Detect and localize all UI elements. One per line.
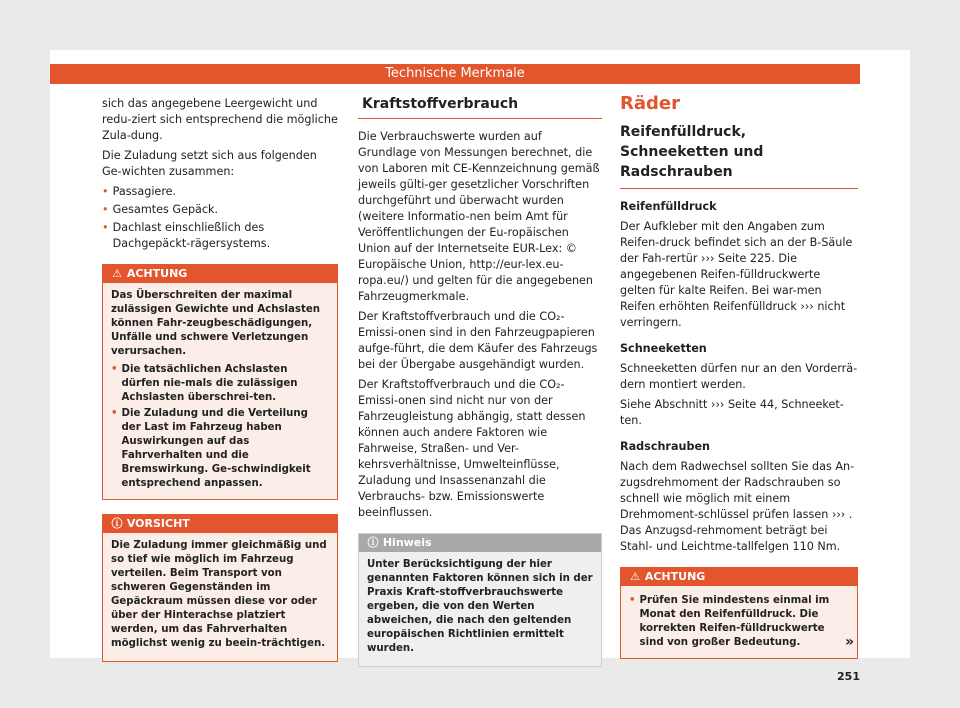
note-text: Unter Berücksichtigung der hier genannten Faktoren können sich in der Praxis Kraft-stoffverbrauchswerte ergeben, die von den Werten abweichen, die nach den geltenden europäischen Richtlinien ermittelt wurden. — [367, 559, 593, 654]
note-box — [358, 533, 602, 667]
section-header: Technische Merkmale — [50, 64, 860, 84]
note-header: ⓘ Hinweis — [359, 534, 601, 552]
warning-item: • Die Zuladung und die Verteilung der Last im Fahrzeug haben Auswirkungen auf das Fahrverhalten und die Bremswirkung. Ge-schwindigkeit entsprechend anpassen. — [111, 408, 311, 489]
column-left — [102, 96, 338, 662]
caution-circle-icon: ⓘ — [111, 517, 123, 530]
paragraph: Nach dem Radwechsel sollten Sie das An-zugsdrehmoment der Radschrauben so schnell wie möglich mit einem Drehmoment-schlüssel prüfen lassen ››› . Das Anzugsd-rehmoment beträgt bei Stahl- und Leichtme-tallfelgen 110 Nm. — [620, 460, 855, 553]
list-item: • Gesamtes Gepäck. — [102, 203, 219, 216]
continued-marker: » — [845, 634, 855, 650]
warning-box — [620, 567, 858, 659]
paragraph: Der Aufkleber mit den Angaben zum Reifen-druck befindet sich an der B-Säule der Fah-rertür ››› Seite 225. Die angegebenen Reifen-fülldruckwerte gelten für kalte Reifen. Bei war-men Reifen erhöhten Reifenfülldruck ››› nicht verringern. — [620, 220, 853, 329]
warning-header: ⚠ ACHTUNG — [103, 265, 337, 283]
warning-item: • Prüfen Sie mindestens einmal im Monat den Reifenfülldruck. Die korrekten Reifen-fülldruckwerte sind von großer Bedeutung. — [629, 595, 830, 648]
warning-triangle-icon: ⚠ — [112, 267, 122, 280]
paragraph: Der Kraftstoffverbrauch und die CO₂-Emissi-onen sind in den Fahrzeugpapieren aufge-führt, die dem Käufer des Fahrzeugs bei der Übergabe ausgehändigt wurden. — [358, 310, 598, 371]
manual-page — [50, 50, 910, 683]
caution-box — [102, 514, 338, 662]
warning-box — [102, 264, 338, 500]
cross-reference[interactable]: Siehe Abschnitt ››› Seite 44, Schneeket-ten. — [620, 398, 844, 427]
caution-text: Die Zuladung immer gleichmäßig und so tief wie möglich im Fahrzeug verteilen. Beim Transport von schweren Gegenständen im Gepäckraum müssen diese vor oder über der Hinterachse platziert werden, um das Fahrverhalten möglichst wenig zu beein-trächtigen. — [111, 540, 327, 649]
intro-text: sich das angegebene Leergewicht und redu-ziert sich entsprechend die mögliche Zula-dung. — [102, 97, 338, 142]
paragraph: Der Kraftstoffverbrauch und die CO₂-Emissi-onen sind nicht nur von der Fahrzeugleistung abhängig, statt dessen können auch andere Faktoren wie Fahrweise, Straßen- und Ver-kehrsverhältnisse, Umwelteinflüsse, Zuladung und Insassenanzahl die Verbrauchs- bzw. Emissionswerte beeinflussen. — [358, 378, 586, 519]
column-middle — [358, 96, 602, 667]
warning-item: • Die tatsächlichen Achslasten dürfen nie-mals die zulässigen Achslasten überschrei-ten. — [111, 364, 298, 403]
paragraph: Die Verbrauchswerte wurden auf Grundlage von Messungen berechnet, die von Laboren mit CE-Kennzeichnung gemäß jeweils gülti-ger gesetzlicher Vorschriften durchgeführt und überwacht wurden (weitere Informatio-nen beim Amt für Veröffentlichungen der Eu-ropäischen Union auf der Internetseite EUR-Lex: © Europäische Union, http://eur-lex.eu-ropa.eu/) und gelten für die angegebenen Fahrzeugmerkmale. — [358, 130, 600, 303]
section-heading: Kraftstoffverbrauch — [358, 96, 602, 119]
section-heading: Reifenfülldruck, Schneeketten und Radschrauben — [620, 122, 858, 189]
warning-header: ⚠ ACHTUNG — [621, 568, 857, 586]
list-item: • Dachlast einschließlich des Dachgepäckt-rägersystems. — [102, 221, 271, 250]
paragraph: Schneeketten dürfen nur an den Vorderrä-dern montiert werden. — [620, 362, 858, 391]
page-number: 251 — [837, 670, 860, 683]
info-icon: ⓘ — [367, 536, 379, 549]
subheading: Schneeketten — [620, 342, 707, 355]
lead-text: Die Zuladung setzt sich aus folgenden Ge-wichten zusammen: — [102, 149, 317, 178]
warning-text: Das Überschreiten der maximal zulässigen Gewichte und Achslasten können Fahr-zeugbeschädigungen, Unfälle und schwere Verletzungen verursachen. — [111, 290, 321, 357]
caution-header: ⓘ VORSICHT — [103, 515, 337, 533]
subheading: Reifenfülldruck — [620, 200, 717, 213]
warning-triangle-icon: ⚠ — [630, 570, 640, 583]
column-right — [620, 93, 858, 659]
chapter-title: Räder — [620, 93, 680, 114]
list-item: • Passagiere. — [102, 185, 177, 198]
subheading: Radschrauben — [620, 440, 711, 453]
